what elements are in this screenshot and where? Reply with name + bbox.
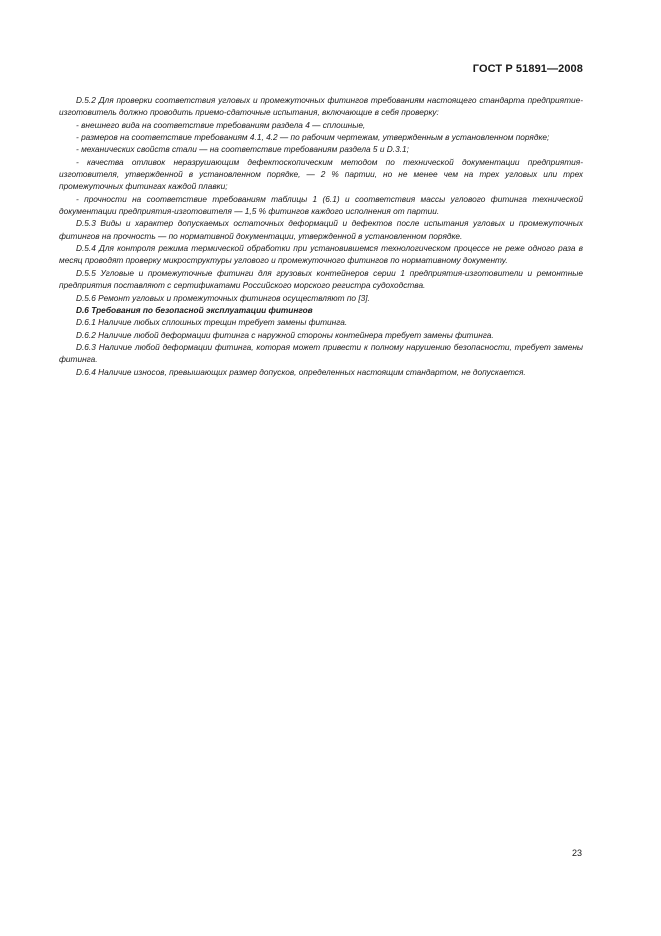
list-item-strength: - прочности на соответствие требованиям таблицы 1 (6.1) и соответствия массы углового фитинга технической документации предприятия-изготовителя — 1,5 % фитингов каждого исполнения от партии. [59, 193, 583, 217]
page-number: 23 [571, 848, 582, 858]
paragraph-d-6-3: D.6.3 Наличие любой деформации фитинга, которая может привести к полному нарушению безопасности, требует замены фитинга. [59, 341, 583, 365]
paragraph-d-5-6: D.5.6 Ремонт угловых и промежуточных фитингов осуществляют по [3]. [76, 292, 370, 303]
paragraph-d-6-1: D.6.1 Наличие любых сплошных трещин требует замены фитинга. [76, 317, 348, 328]
list-item-appearance: - внешнего вида на соответствие требованиям раздела 4 — сплошные, [76, 119, 366, 130]
list-item-mechanical: - механических свойств стали — на соответствие требованиям раздела 5 и D.3.1; [76, 144, 409, 155]
paragraph-d-6-4: D.6.4 Наличие износов, превышающих размер допусков, определенных настоящим стандартом, не допускается. [76, 366, 526, 377]
document-header: ГОСТ Р 51891—2008 [472, 63, 583, 75]
paragraph-d-6-2: D.6.2 Наличие любой деформации фитинга с наружной стороны контейнера требует замены фитинга. [76, 329, 494, 340]
paragraph-d-5-5: D.5.5 Угловые и промежуточные фитинги для грузовых контейнеров серии 1 предприятия-изготовители и ремонтные предприятия поставляют с сертификатами Российского морского регистра судоходства. [59, 267, 583, 291]
paragraph-d-5-4: D.5.4 Для контроля режима термической обработки при установившемся технологическом процессе не реже одного раза в месяц проводят проверку микроструктуры углового и промежуточного фитингов по нормативному документу. [59, 243, 583, 266]
paragraph-d-5-3: D.5.3 Виды и характер допускаемых остаточных деформаций и дефектов после испытания угловых и промежуточных фитингов на прочность — по нормативной документации, утвержденной в установленном порядке. [59, 218, 583, 241]
list-item-dimensions: - размеров на соответствие требованиям 4.1, 4.2 — по рабочим чертежам, утвержденным в установленном порядке; [76, 132, 550, 143]
list-item-castings: - качества отливок неразрушающим дефектоскопическим методом по технической документации предприятия-изготовителя, утвержденной в установленном порядке, — 2 % партии, но не менее чем на трех угловых или трех промежуточных фитингах каждой плавки; [59, 156, 583, 192]
paragraph-d-5-2: D.5.2 Для проверки соответствия угловых и промежуточных фитингов требованиям настоящего стандарта предприятие-изготовитель должно проводить приемо-сдаточные испытания, включающие в себя проверку: [59, 95, 583, 118]
section-heading-d-6: D.6 Требования по безопасной эксплуатации фитингов [76, 304, 313, 315]
document-body [59, 94, 583, 378]
